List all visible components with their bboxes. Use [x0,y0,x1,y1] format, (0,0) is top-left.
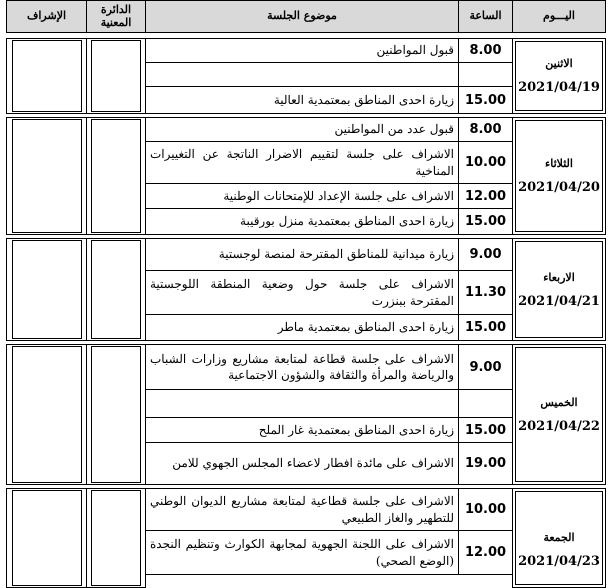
topic-cell [145,270,459,315]
day-date: 2021/04/22 [518,418,600,434]
time-value: 12.00 [464,188,507,204]
supervision-box [12,119,82,233]
time-cell [458,117,513,142]
department-box [91,119,141,233]
time-cell [458,530,513,575]
time-value: 15.00 [464,92,507,108]
department-box [91,346,141,483]
topic-cell [145,208,459,235]
topic-text: الاشراف على جلسة قطاعية لمتابعة مشاريع الديوان الوطني للتطهير والغاز الطبيعي [150,494,454,525]
topic-cell [145,183,459,209]
department-box [91,490,141,586]
time-value: 15.00 [464,214,507,229]
day-name: الثلاثاء [545,157,573,170]
day-name: الجمعة [543,531,575,544]
topic-cell [145,238,459,271]
topic-cell [145,117,459,142]
time-value: 12.00 [464,545,507,560]
topic-text: الاشراف على جلسة لتقييم الاضرار الناتجة عن التغييرات المناخية [150,147,454,178]
topic-cell [145,389,459,418]
time-cell [458,488,513,531]
time-cell [458,38,513,63]
header-supervision-label: الإشراف [26,9,67,23]
time-cell [458,344,513,390]
header-topic-label: موضوع الجلسة [267,9,337,23]
time-cell [458,86,513,114]
time-cell [458,62,513,87]
time-cell [458,389,513,418]
header-department [86,0,146,33]
time-cell [458,208,513,235]
topic-text: قبول عدد من المواطنين [334,122,454,137]
time-value: 15.00 [464,422,507,438]
supervision-box [12,490,82,586]
topic-text: قبول المواطنين [376,43,454,58]
topic-cell [145,62,459,87]
time-value: 15.00 [464,320,507,335]
time-cell [458,314,513,341]
topic-cell [145,38,459,63]
topic-text: الاشراف على جلسة الإعداد للإمتحانات الوطنية [223,188,454,203]
header-topic [145,0,459,33]
day-box [515,241,603,338]
time-cell [458,183,513,209]
department-box [91,240,141,339]
day-date: 2021/04/23 [518,554,600,569]
supervision-box [12,240,82,339]
topic-cell [145,530,459,575]
topic-cell [145,442,459,485]
department-box [91,40,141,112]
day-date: 2021/04/21 [518,293,600,309]
time-value: 8.00 [469,122,502,137]
day-date: 2021/04/20 [518,180,600,195]
time-cell [458,141,513,184]
time-cell [458,270,513,315]
topic-cell [145,86,459,114]
header-day-label: اليـــوم [543,9,575,23]
header-day [512,0,606,33]
topic-text: زيارة احدى المناطق بمعتمدية منزل بورقيبة [240,214,454,229]
day-box [515,120,603,232]
day-name: الاثنين [545,57,573,70]
header-supervision [6,0,87,33]
topic-text: الاشراف على جلسة قطاعة لمتابعة مشاريع وزارات الشباب والرياضة والمرأة والثقافة والشؤون الاجتماعية [150,351,454,382]
time-value: 10.00 [464,502,507,517]
topic-text: زيارة احدى المناطق بمعتمدية ماطر [277,320,454,335]
day-name: الاربعاء [543,270,575,284]
topic-text: الاشراف على مائدة افطار لاعضاء المجلس الجهوي للامن [172,456,454,471]
header-department-label: الدائرة المعنية [100,2,132,29]
topic-text: الاشراف على اللجنة الجهوية لمجابهة الكوارث وتنظيم النجدة (الوضع الصحي) [150,537,454,568]
day-box [515,41,603,111]
time-cell [458,238,513,271]
topic-cell [145,344,459,390]
time-value: 11.30 [464,285,507,300]
topic-text: زيارة احدى المناطق بمعتمدية العالية [273,92,454,107]
topic-cell [145,417,459,443]
time-value: 9.00 [469,247,502,262]
topic-text: الاشراف على جلسة حول وضعية المنطقة اللوجستية المقترحة ببنزرت [150,277,454,308]
supervision-box [12,346,82,483]
day-box [515,347,603,482]
topic-cell [145,488,459,531]
day-name: الخميس [540,395,578,409]
header-time [458,0,513,33]
time-cell [458,417,513,443]
topic-text: زيارة احدى المناطق بمعتمدية غار الملح [258,422,454,437]
time-cell [458,442,513,485]
day-date: 2021/04/19 [518,80,600,95]
topic-cell [145,314,459,341]
header-time-label: الساعة [469,9,502,23]
day-box [515,491,603,585]
time-value: 9.00 [469,359,502,375]
time-value: 8.00 [469,43,502,58]
topic-cell [145,141,459,184]
topic-text: زيارة ميدانية للمناطق المقترحة لمنصة لوجستية [218,247,454,262]
time-value: 10.00 [464,155,507,170]
supervision-box [12,40,82,112]
time-value: 19.00 [464,456,507,471]
